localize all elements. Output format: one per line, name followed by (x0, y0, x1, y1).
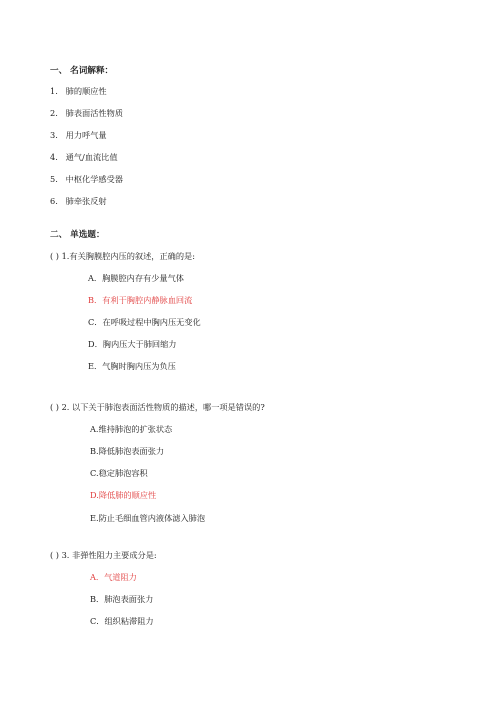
q1-option-b: B．有利于胸腔内静脉血回流 (88, 295, 193, 305)
term-text: 通气/血流比值 (65, 152, 118, 162)
term-number: 2. (50, 108, 58, 118)
term-item-1 (50, 86, 107, 96)
q1-option-c: C．在呼吸过程中胸内压无变化 (88, 317, 201, 327)
q2-option-b: B.降低肺泡表面张力 (90, 446, 165, 456)
term-text: 肺牵张反射 (65, 196, 107, 206)
q1-option-d: D．胸内压大于肺回缩力 (88, 339, 177, 349)
term-item-3 (50, 130, 107, 140)
q3-option-a: A．气道阻力 (90, 572, 137, 582)
q2-option-e: E.防止毛细血管内液体滤入肺泡 (90, 513, 206, 523)
q1-option-a: A．胸膜腔内存有少量气体 (88, 273, 184, 283)
q2-option-c: C.稳定肺泡容积 (90, 468, 148, 478)
term-item-2 (50, 108, 123, 118)
q3-option-c: C．组织粘滞阻力 (90, 616, 154, 626)
question-3-stem: ( ) 3. 非弹性阻力主要成分是: (50, 550, 157, 560)
term-text: 用力呼气量 (65, 130, 107, 140)
section2-heading: 二、 单选题： (50, 230, 105, 240)
term-number: 5. (50, 174, 58, 184)
term-item-6 (50, 196, 107, 206)
q1-option-e: E．气胸时胸内压为负压 (88, 361, 176, 371)
question-2-stem: ( ) 2. 以下关于肺泡表面活性物质的描述，哪一项是错误的? (50, 402, 265, 412)
q3-option-b: B．肺泡表面张力 (90, 594, 154, 604)
q2-option-d: D.降低肺的顺应性 (90, 490, 157, 500)
section1-heading: 一、 名词解释： (50, 66, 114, 76)
term-number: 4. (50, 152, 58, 162)
term-number: 3. (50, 130, 58, 140)
question-1-stem: ( ) 1.有关胸膜腔内压的叙述，正确的是: (50, 251, 195, 261)
term-number: 6. (50, 196, 58, 206)
term-item-4 (50, 152, 118, 162)
term-text: 肺表面活性物质 (65, 108, 123, 118)
q2-option-a: A.维持肺泡的扩张状态 (90, 424, 173, 434)
term-number: 1. (50, 86, 58, 96)
term-text: 肺的顺应性 (65, 86, 107, 96)
term-text: 中枢化学感受器 (65, 174, 123, 184)
term-item-5 (50, 174, 123, 184)
